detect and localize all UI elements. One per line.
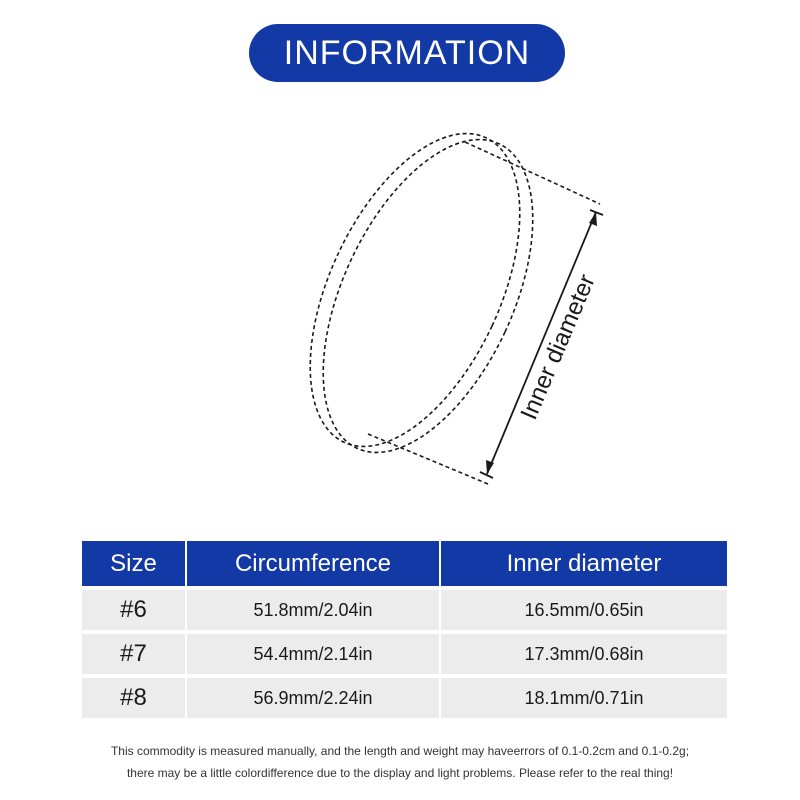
header-inner-diameter: Inner diameter <box>441 541 727 586</box>
ring-outer-edge <box>267 102 563 478</box>
ring-bottom-guide <box>368 434 488 484</box>
table-header-row <box>82 541 727 586</box>
size-cell: #7 <box>82 630 187 674</box>
dimension-line <box>487 212 596 474</box>
circumference-cell: 56.9mm/2.24in <box>187 674 441 718</box>
ring-inner-edge <box>280 108 576 484</box>
title-banner <box>249 24 565 82</box>
dimension-tick-top <box>590 210 603 215</box>
disclaimer-line-1: This commodity is measured manually, and the length and weight may haveerrors of 0.1-0.2cm and 0.1-0.2g; <box>110 744 690 758</box>
header-size: Size <box>82 541 187 586</box>
inner-diameter-label: Inner diameter <box>515 270 601 424</box>
inner-diameter-cell: 16.5mm/0.65in <box>441 586 727 630</box>
page-title: INFORMATION <box>283 33 531 72</box>
ring-top-guide <box>465 142 600 204</box>
table-row <box>82 674 727 718</box>
circumference-cell: 51.8mm/2.04in <box>187 586 441 630</box>
circumference-cell: 54.4mm/2.14in <box>187 630 441 674</box>
size-table <box>82 541 727 718</box>
disclaimer-line-2: there may be a little colordifference due to the display and light problems. Please refer to the real thing! <box>126 766 674 780</box>
disclaimer-note <box>40 740 760 784</box>
table-row <box>82 586 727 630</box>
header-circumference: Circumference <box>187 541 441 586</box>
size-cell: #8 <box>82 674 187 718</box>
size-cell: #6 <box>82 586 187 630</box>
ring-diagram <box>0 100 800 520</box>
inner-diameter-cell: 17.3mm/0.68in <box>441 630 727 674</box>
table-row <box>82 630 727 674</box>
inner-diameter-cell: 18.1mm/0.71in <box>441 674 727 718</box>
